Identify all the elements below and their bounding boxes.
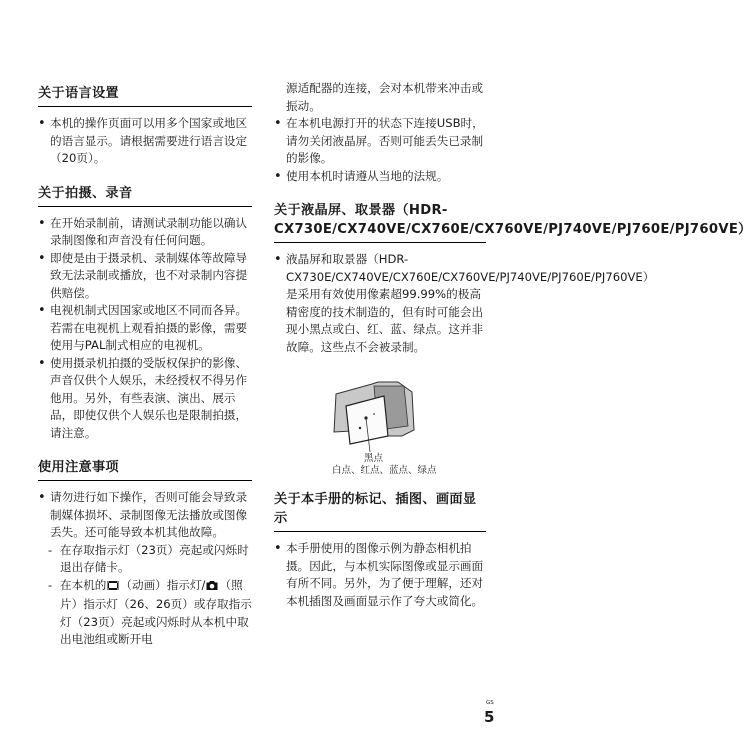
- sub-list-item: [38, 577, 252, 649]
- bullet-icon: •: [38, 303, 46, 318]
- list-item-text: 本手册使用的图像示例为静态相机拍摄。因此，与本机实际图像或显示画面有所不同。另外，为了便于理解，还对本机插图及画面显示作了夸大或简化。: [286, 541, 484, 608]
- list-item: [38, 302, 252, 355]
- bullet-icon: •: [38, 116, 46, 131]
- sub-list-item-text: 在本机的: [60, 577, 107, 592]
- section-manual-notation: [274, 490, 486, 610]
- list-item: [38, 489, 252, 542]
- figure-label-black-dots: 黑点: [364, 453, 384, 464]
- page-number: 5: [484, 708, 495, 726]
- dash-icon: -: [48, 577, 53, 592]
- list-item-text: 液晶屏和取景器（HDR-CX730E/CX740VE/CX760E/CX760VE/PJ740VE/PJ760E/PJ760VE）是采用有效使用像素超99.99%的极高精密度的技术制造的，但有时可能会出现小黑点或白、红、蓝、绿点。这并非故障。这些点不会被录制。: [286, 252, 655, 354]
- list-item: [274, 115, 486, 168]
- list-item: [274, 540, 486, 610]
- continued-text: 源适配器的连接，会对本机带来冲击或振动。: [286, 81, 484, 113]
- section-precautions: [38, 458, 252, 649]
- bullet-icon: •: [38, 215, 46, 231]
- figure-label-colored-dots: 白点、红点、蓝点、绿点: [332, 465, 437, 476]
- list-item: [274, 168, 486, 186]
- list-item-text: 请勿进行如下操作，否则可能会导致录制媒体损坏、录制图像无法播放或图像丢失。还可能导致本机其他故障。: [50, 490, 248, 539]
- list-item-text: 在开始录制前，请测试录制功能以确认录制图像和声音没有任何问题。: [50, 215, 248, 247]
- list-item: [274, 251, 655, 356]
- list-item: [38, 250, 252, 303]
- bullet-icon: •: [274, 252, 282, 267]
- bullet-icon: •: [38, 490, 46, 505]
- section-title: 使用注意事项: [38, 458, 252, 481]
- section-title: 关于液晶屏、取景器（HDR-CX730E/CX740VE/CX760E/CX760VE/PJ740VE/PJ760E/PJ760VE）: [274, 201, 486, 243]
- section-title: 关于语言设置: [38, 84, 252, 107]
- bullet-icon: •: [274, 116, 282, 131]
- list-item-text: 使用摄录机拍摄的受版权保护的影像、声音仅供个人娱乐，未经授权不得另作他用。另外，有些表演、演出、展示品，即使仅供个人娱乐也是限制拍摄，请注意。: [50, 355, 248, 440]
- section-title: 关于本手册的标记、插图、画面显示: [274, 490, 486, 532]
- movie-icon: [107, 579, 119, 597]
- list-item: [38, 115, 252, 168]
- bullet-icon: •: [38, 355, 46, 371]
- section-lcd: [274, 201, 752, 476]
- bullet-icon: •: [274, 168, 282, 184]
- section-recording: [38, 184, 252, 443]
- lcd-illustration: [274, 370, 486, 476]
- bullet-icon: •: [274, 541, 282, 556]
- bullet-icon: •: [38, 250, 46, 266]
- camera-icon: [206, 579, 218, 597]
- sub-list-item-text: （照片）指示灯（26、26页）或存取指示灯（23页）亮起或闪烁时从本机中取出电池组或断开电: [60, 577, 252, 646]
- list-item-text: 使用本机时请遵从当地的法规。: [286, 168, 449, 183]
- list-item-text: 本机的操作页面可以用多个国家或地区的语言显示。请根据需要进行语言设定（20页）。: [50, 116, 248, 165]
- list-item-text: 即使是由于摄录机、录制媒体等故障导致无法录制或播放，也不对录制内容提供赔偿。: [50, 250, 248, 300]
- section-language: [38, 84, 252, 168]
- page-code: GS: [486, 700, 494, 706]
- list-item-text: 在本机电源打开的状态下连接USB时，请勿关闭液晶屏。否则可能丢失已录制的影像。: [286, 116, 484, 165]
- section-title: 关于拍摄、录音: [38, 184, 252, 207]
- sub-list-item-text: 在存取指示灯（23页）亮起或闪烁时退出存储卡。: [60, 542, 249, 574]
- list-item: [38, 215, 252, 250]
- list-item-text: 电视机制式因国家或地区不同而各异。若需在电视机上观看拍摄的影像，需要使用与PAL制式相应的电视机。: [50, 303, 248, 352]
- sub-list-item: [38, 542, 252, 577]
- sub-list-item-text: （动画）指示灯/: [120, 577, 206, 592]
- list-item: [38, 355, 252, 443]
- dash-icon: -: [48, 542, 53, 557]
- left-column: [38, 84, 252, 665]
- right-column: [274, 80, 752, 626]
